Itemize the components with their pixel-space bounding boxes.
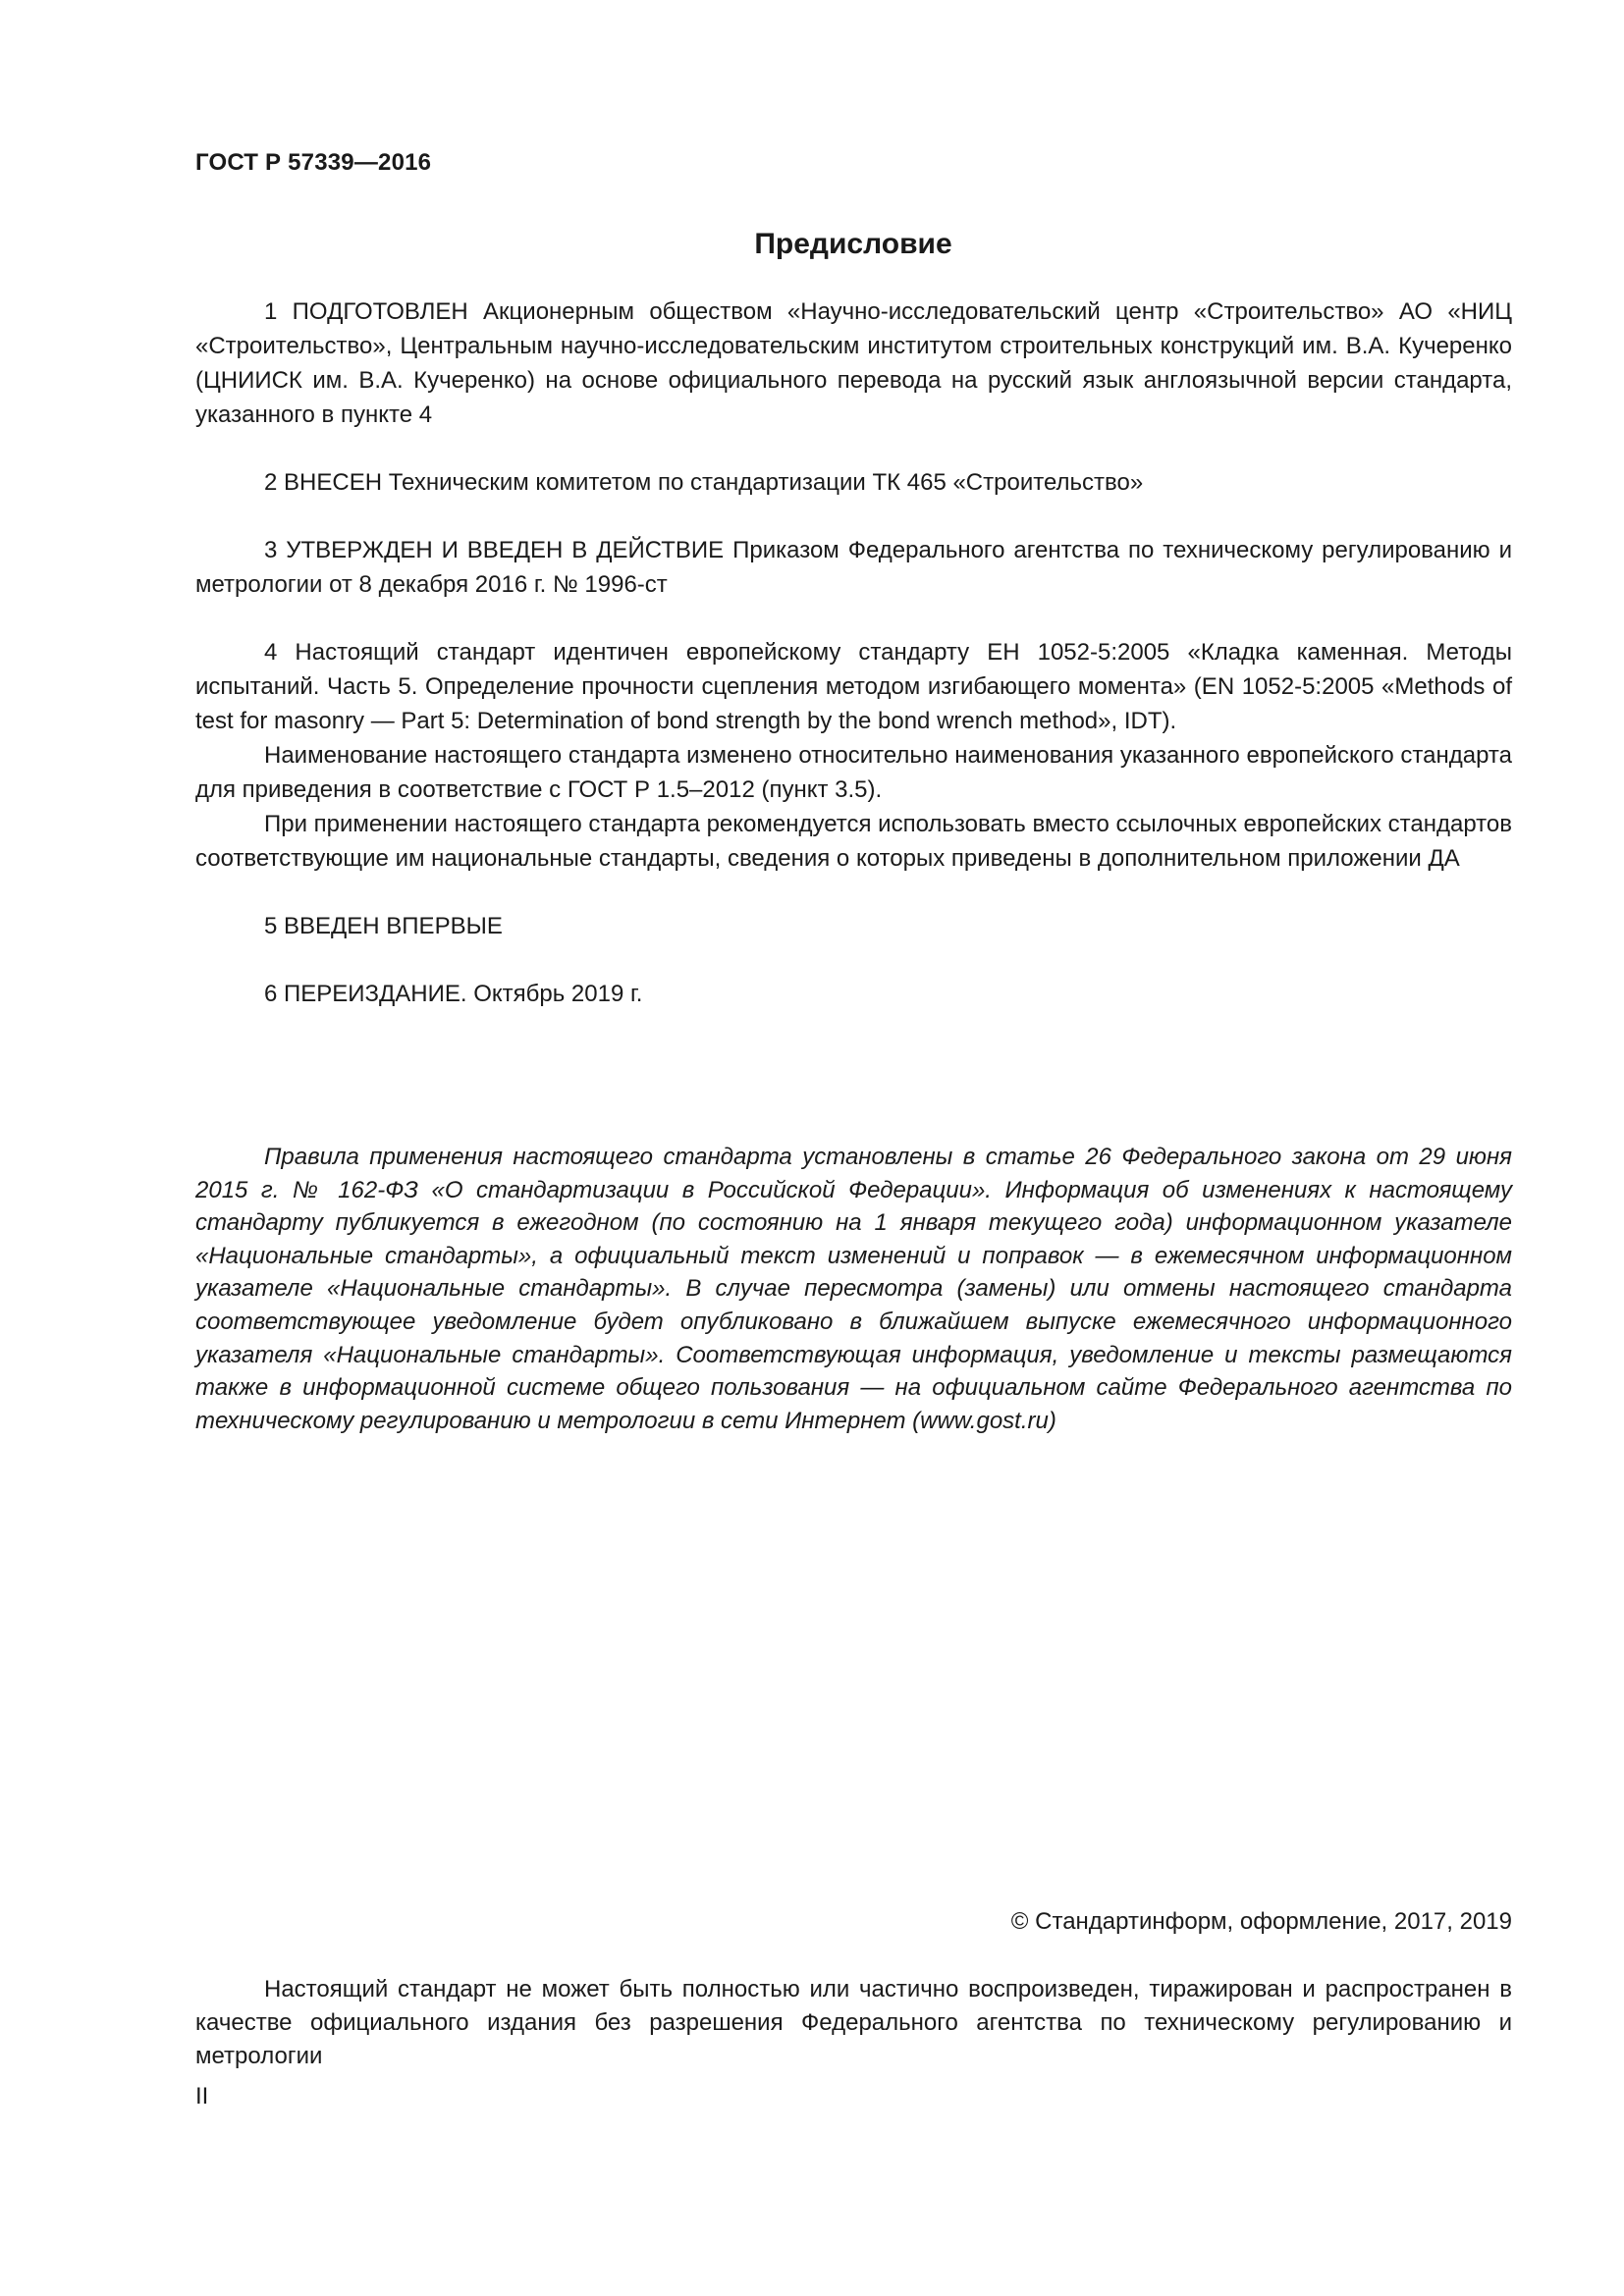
paragraph-submitted: 2 ВНЕСЕН Техническим комитетом по стандартизации ТК 465 «Строительство» (264, 469, 1144, 496)
paragraph-identical: 4 Настоящий стандарт идентичен европейскому стандарту ЕН 1052-5:2005 «Кладка каменная. Методы испытаний. Часть 5. Определение прочности сцепления методом изгибающего момента» (EN 1052-5:2005 «Methods of test for masonry — Part 5: Determination of bond strength by the bond wrench method», IDT). (195, 639, 1512, 734)
reproduction-notice: Настоящий стандарт не может быть полностью или частично воспроизведен, тиражирован и распространен в качестве официального издания без разрешения Федерального агентства по техническому регулированию и метрологии (195, 1976, 1512, 2069)
copyright-line: © Стандартинформ, оформление, 2017, 2019 (1010, 1908, 1512, 1935)
paragraph-name-changed: Наименование настоящего стандарта изменено относительно наименования указанного европейского стандарта для приведения в соответствие с ГОСТ Р 1.5–2012 (пункт 3.5). (195, 742, 1512, 803)
page-number: II (195, 2083, 209, 2109)
paragraph-reissue: 6 ПЕРЕИЗДАНИЕ. Октябрь 2019 г. (264, 981, 643, 1007)
document-code: ГОСТ Р 57339—2016 (195, 149, 432, 176)
preface-body (195, 294, 1512, 1011)
paragraph-approved: 3 УТВЕРЖДЕН И ВВЕДЕН В ДЕЙСТВИЕ Приказом Федерального агентства по техническому регулированию и метрологии от 8 декабря 2016 г. № 1996-ст (195, 537, 1512, 598)
paragraph-first-introduced: 5 ВВЕДЕН ВПЕРВЫЕ (264, 913, 503, 939)
application-rules-notice: Правила применения настоящего стандарта установлены в статье 26 Федерального закона от 29 июня 2015 г. № 162-ФЗ «О стандартизации в Российской Федерации». Информация об изменениях к настоящему стандарту публикуется в ежегодном (по состоянию на 1 января текущего года) информационном указателе «Национальные стандарты», а официальный текст изменений и поправок — в ежемесячном информационном указателе «Национальные стандарты». В случае пересмотра (замены) или отмены настоящего стандарта соответствующее уведомление будет опубликовано в ближайшем выпуске ежемесячного информационного указателя «Национальные стандарты». Соответствующая информация, уведомление и тексты размещаются также в информационной системе общего пользования — на официальном сайте Федерального агентства по техническому регулированию и метрологии в сети Интернет (www.gost.ru) (195, 1144, 1512, 1434)
paragraph-references: При применении настоящего стандарта рекомендуется использовать вместо ссылочных европейских стандартов соответствующие им национальные стандарты, сведения о которых приведены в дополнительном приложении ДА (195, 811, 1512, 872)
page-title: Предисловие (754, 228, 952, 260)
paragraph-prepared: 1 ПОДГОТОВЛЕН Акционерным обществом «Научно-исследовательский центр «Строительство» АО «НИЦ «Строительство», Центральным научно-исследовательским институтом строительных конструкций им. В.А. Кучеренко (ЦНИИСК им. В.А. Кучеренко) на основе официального перевода на русский язык англоязычной версии стандарта, указанного в пункте 4 (195, 298, 1512, 428)
